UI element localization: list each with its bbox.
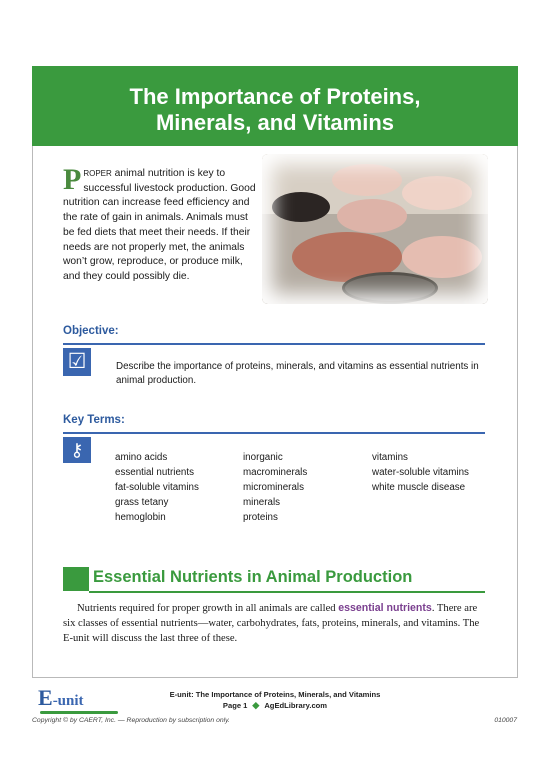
section-rule — [89, 591, 485, 593]
key-term: water-soluble vitamins — [372, 467, 469, 478]
checkbox-icon: ☑ — [63, 348, 91, 376]
key-terms-label: Key Terms: — [63, 414, 125, 426]
objective-text: Describe the importance of proteins, minerals, and vitamins as essential nutrients in animal production. — [116, 361, 479, 386]
title-line-1: The Importance of Proteins, — [129, 84, 421, 109]
section-marker — [63, 567, 89, 591]
key-term: white muscle disease — [372, 482, 466, 493]
site-name: AgEdLibrary.com — [264, 701, 328, 710]
objective-label: Objective: — [63, 325, 119, 337]
section-heading: Essential Nutrients in Animal Production — [93, 568, 413, 586]
key-term: fat-soluble vitamins — [115, 482, 199, 493]
key-term: amino acids — [115, 452, 168, 463]
page-number: Page 1 — [222, 701, 248, 710]
intro-text: animal nutrition is key to successful livestock production. Good nutrition can increase feed efficiency and the rate of gain in animals. Animals must be fed diets that meet their needs. If their needs are not properly met, the animals won’t grow, reproduce, or produce milk, and they could possibly die. — [63, 168, 256, 282]
document-code: 010007 — [494, 717, 517, 724]
logo-letter: E — [38, 685, 53, 710]
highlighted-term: essential nutrients — [338, 602, 432, 614]
footer-title: E-unit: The Importance of Proteins, Minerals, and Vitamins — [169, 690, 381, 699]
page-title — [32, 84, 518, 136]
footer-page-line — [0, 700, 550, 711]
logo-word: -unit — [52, 693, 84, 709]
paragraph-text: Nutrients required for proper growth in all animals are called — [77, 603, 339, 614]
key-term: inorganic — [243, 452, 283, 463]
section-paragraph — [63, 601, 487, 646]
key-term: hemoglobin — [115, 512, 166, 523]
key-term: grass tetany — [115, 497, 169, 508]
key-terms-rule — [63, 432, 485, 434]
key-term: proteins — [243, 512, 278, 523]
key-term: microminerals — [243, 482, 304, 493]
drop-cap: P — [63, 163, 82, 196]
intro-small-caps: ROPER — [83, 169, 112, 178]
objective-rule — [63, 343, 485, 345]
key-terms-column-1 — [115, 450, 199, 525]
key-term: vitamins — [372, 452, 408, 463]
diamond-icon: ◆ — [252, 700, 260, 710]
key-term: minerals — [243, 497, 281, 508]
copyright-text: Copyright © by CAERT, Inc. — Reproduction by subscription only. — [32, 717, 230, 724]
key-icon: ⚷ — [63, 437, 91, 463]
key-term: essential nutrients — [115, 467, 194, 478]
logo-swoosh — [40, 711, 118, 714]
key-term: macrominerals — [243, 467, 308, 478]
intro-paragraph — [63, 163, 258, 285]
pigs-photo — [262, 154, 488, 304]
paragraph-text: . There are six classes of essential nutrients—water, carbohydrates, fats, proteins, minerals, and vitamins. The E-unit will discuss the last three of these. — [63, 603, 480, 644]
title-line-2: Minerals, and Vitamins — [155, 110, 394, 135]
key-terms-column-3 — [372, 450, 469, 495]
key-terms-column-2 — [243, 450, 307, 525]
